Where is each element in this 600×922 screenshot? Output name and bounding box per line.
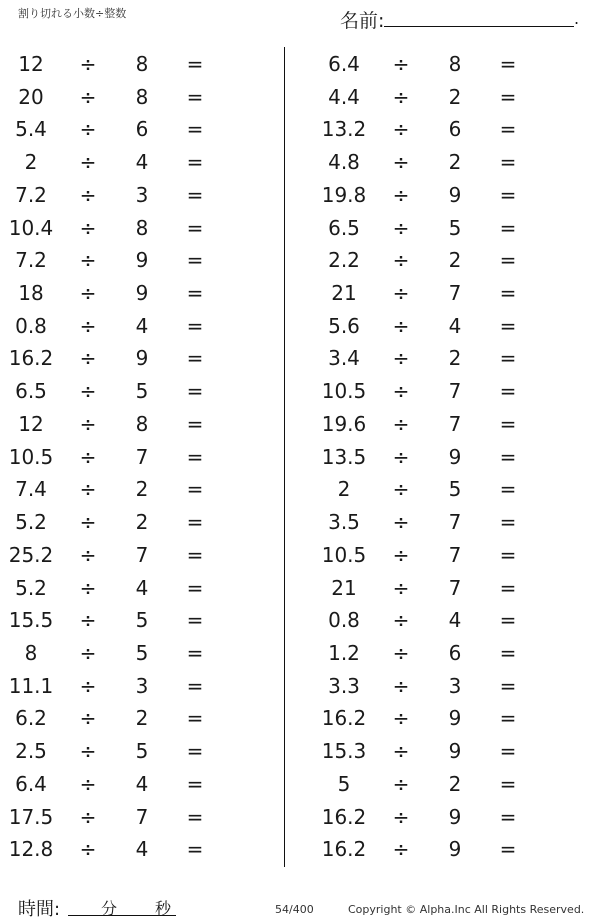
problem-row (313, 212, 573, 245)
divisor: 2 (135, 510, 149, 535)
divide-sign: ÷ (79, 52, 97, 76)
dividend: 21 (331, 281, 357, 306)
equals-sign: = (499, 673, 517, 698)
equals-sign: = (186, 150, 204, 175)
dividend: 18 (18, 281, 44, 306)
equals-sign: = (186, 673, 204, 698)
problem-row (0, 604, 260, 637)
problem-row (0, 179, 260, 212)
equals-sign: = (186, 477, 204, 502)
problem-row (0, 212, 260, 245)
dividend: 10.5 (8, 444, 54, 469)
dividend: 3.3 (328, 673, 360, 698)
problem-row (0, 768, 260, 801)
equals-sign: = (186, 313, 204, 338)
divisor: 4 (135, 837, 149, 862)
divisor: 4 (135, 313, 149, 338)
problem-row (0, 113, 260, 146)
dividend: 12.8 (8, 837, 54, 862)
divide-sign: ÷ (79, 444, 97, 469)
divisor: 9 (448, 444, 462, 469)
dividend: 15.5 (8, 608, 54, 633)
dividend: 6.5 (328, 215, 360, 240)
problem-row (0, 342, 260, 375)
divide-sign: ÷ (79, 84, 97, 109)
divide-sign: ÷ (392, 739, 410, 764)
dividend: 2 (337, 477, 351, 502)
dividend: 19.6 (321, 411, 367, 436)
divisor: 8 (135, 215, 149, 240)
dividend: 0.8 (15, 313, 47, 338)
equals-sign: = (186, 281, 204, 306)
dividend: 8 (24, 640, 38, 665)
divisor: 2 (448, 346, 462, 371)
divisor: 8 (135, 411, 149, 436)
divisor: 5 (135, 739, 149, 764)
column-divider (284, 47, 285, 867)
equals-sign: = (499, 84, 517, 109)
equals-sign: = (499, 411, 517, 436)
dividend: 12 (18, 411, 44, 436)
equals-sign: = (499, 739, 517, 764)
problem-row (313, 310, 573, 343)
divide-sign: ÷ (392, 673, 410, 698)
divisor: 4 (448, 313, 462, 338)
divide-sign: ÷ (392, 510, 410, 535)
problem-row (0, 572, 260, 605)
divide-sign: ÷ (392, 444, 410, 469)
equals-sign: = (186, 542, 204, 567)
divide-sign: ÷ (79, 313, 97, 338)
dividend: 19.8 (321, 182, 367, 207)
problem-row (313, 244, 573, 277)
divisor: 7 (448, 542, 462, 567)
divide-sign: ÷ (79, 804, 97, 829)
divisor: 9 (448, 706, 462, 731)
equals-sign: = (499, 248, 517, 273)
divide-sign: ÷ (79, 673, 97, 698)
dividend: 16.2 (321, 837, 367, 862)
name-field-line (384, 26, 574, 27)
equals-sign: = (186, 346, 204, 371)
problem-row (0, 277, 260, 310)
problem-row (313, 702, 573, 735)
divide-sign: ÷ (392, 281, 410, 306)
divisor: 2 (448, 771, 462, 796)
divisor: 9 (135, 281, 149, 306)
problem-row (0, 801, 260, 834)
problem-row (313, 179, 573, 212)
divide-sign: ÷ (392, 379, 410, 404)
dividend: 2.2 (328, 248, 360, 273)
problem-row (0, 146, 260, 179)
divisor: 5 (135, 640, 149, 665)
divisor: 9 (448, 804, 462, 829)
problem-row (0, 408, 260, 441)
divide-sign: ÷ (79, 706, 97, 731)
divisor: 2 (448, 248, 462, 273)
divisor: 9 (448, 182, 462, 207)
divisor: 4 (135, 771, 149, 796)
divide-sign: ÷ (392, 346, 410, 371)
divide-sign: ÷ (392, 84, 410, 109)
divisor: 9 (448, 837, 462, 862)
equals-sign: = (186, 510, 204, 535)
equals-sign: = (499, 313, 517, 338)
equals-sign: = (186, 608, 204, 633)
copyright-notice: Copyright © Alpha.Inc All Rights Reserved. (348, 903, 585, 916)
dividend: 21 (331, 575, 357, 600)
dividend: 16.2 (321, 706, 367, 731)
problem-row (0, 48, 260, 81)
divisor: 5 (448, 477, 462, 502)
divisor: 3 (135, 182, 149, 207)
divisor: 4 (135, 150, 149, 175)
dividend: 13.5 (321, 444, 367, 469)
equals-sign: = (186, 444, 204, 469)
equals-sign: = (186, 575, 204, 600)
divisor: 5 (135, 608, 149, 633)
dividend: 6.2 (15, 706, 47, 731)
equals-sign: = (499, 837, 517, 862)
problem-row (313, 506, 573, 539)
divisor: 6 (448, 640, 462, 665)
divisor: 5 (135, 379, 149, 404)
problem-row (0, 702, 260, 735)
equals-sign: = (186, 182, 204, 207)
divide-sign: ÷ (392, 411, 410, 436)
divide-sign: ÷ (79, 150, 97, 175)
equals-sign: = (499, 150, 517, 175)
problem-row (0, 81, 260, 114)
divide-sign: ÷ (79, 215, 97, 240)
divisor: 7 (135, 804, 149, 829)
divide-sign: ÷ (79, 379, 97, 404)
divisor: 9 (448, 739, 462, 764)
divisor: 8 (135, 84, 149, 109)
divide-sign: ÷ (79, 608, 97, 633)
equals-sign: = (499, 640, 517, 665)
equals-sign: = (499, 281, 517, 306)
name-label: 名前: (340, 10, 385, 32)
divisor: 3 (135, 673, 149, 698)
dividend: 1.2 (328, 640, 360, 665)
divide-sign: ÷ (79, 510, 97, 535)
equals-sign: = (186, 804, 204, 829)
divide-sign: ÷ (79, 477, 97, 502)
worksheet-title: 割り切れる小数÷整数 (18, 7, 127, 20)
divide-sign: ÷ (392, 771, 410, 796)
problem-row (313, 441, 573, 474)
dividend: 7.2 (15, 248, 47, 273)
divide-sign: ÷ (392, 150, 410, 175)
divide-sign: ÷ (79, 837, 97, 862)
dividend: 10.4 (8, 215, 54, 240)
dividend: 16.2 (321, 804, 367, 829)
equals-sign: = (499, 771, 517, 796)
equals-sign: = (186, 771, 204, 796)
problem-row (313, 768, 573, 801)
dividend: 5.6 (328, 313, 360, 338)
problem-row (313, 572, 573, 605)
problem-row (313, 801, 573, 834)
dividend: 2 (24, 150, 38, 175)
divide-sign: ÷ (392, 117, 410, 142)
equals-sign: = (499, 804, 517, 829)
divisor: 7 (448, 510, 462, 535)
equals-sign: = (499, 52, 517, 76)
problem-row (313, 735, 573, 768)
problem-row (0, 637, 260, 670)
divisor: 4 (448, 608, 462, 633)
divisor: 6 (135, 117, 149, 142)
divide-sign: ÷ (79, 542, 97, 567)
equals-sign: = (186, 411, 204, 436)
divisor: 2 (448, 150, 462, 175)
problem-row (313, 342, 573, 375)
divide-sign: ÷ (392, 248, 410, 273)
divide-sign: ÷ (79, 346, 97, 371)
divide-sign: ÷ (392, 706, 410, 731)
seconds-unit: 秒 (155, 899, 172, 918)
divide-sign: ÷ (392, 182, 410, 207)
dividend: 16.2 (8, 346, 54, 371)
dividend: 11.1 (8, 673, 54, 698)
equals-sign: = (499, 444, 517, 469)
divide-sign: ÷ (79, 117, 97, 142)
dividend: 15.3 (321, 739, 367, 764)
divide-sign: ÷ (392, 608, 410, 633)
divisor: 6 (448, 117, 462, 142)
dividend: 5.4 (15, 117, 47, 142)
equals-sign: = (499, 182, 517, 207)
dividend: 7.4 (15, 477, 47, 502)
divisor: 2 (135, 706, 149, 731)
divide-sign: ÷ (79, 575, 97, 600)
dividend: 10.5 (321, 379, 367, 404)
equals-sign: = (186, 640, 204, 665)
equals-sign: = (186, 52, 204, 76)
problem-row (313, 277, 573, 310)
problem-row (0, 735, 260, 768)
equals-sign: = (499, 379, 517, 404)
divisor: 5 (448, 215, 462, 240)
problem-row (313, 473, 573, 506)
dividend: 0.8 (328, 608, 360, 633)
divisor: 8 (448, 52, 462, 76)
equals-sign: = (499, 575, 517, 600)
problem-row (0, 244, 260, 277)
dividend: 4.8 (328, 150, 360, 175)
divide-sign: ÷ (392, 837, 410, 862)
problem-row (0, 441, 260, 474)
dividend: 12 (18, 52, 44, 76)
dividend: 10.5 (321, 542, 367, 567)
dividend: 7.2 (15, 182, 47, 207)
divide-sign: ÷ (392, 575, 410, 600)
dividend: 20 (18, 84, 44, 109)
right-problem-column (313, 48, 573, 866)
problem-row (0, 670, 260, 703)
divide-sign: ÷ (79, 182, 97, 207)
equals-sign: = (186, 117, 204, 142)
problem-row (313, 375, 573, 408)
divisor: 4 (135, 575, 149, 600)
divisor: 7 (448, 575, 462, 600)
problem-row (313, 146, 573, 179)
problem-row (313, 604, 573, 637)
equals-sign: = (499, 117, 517, 142)
equals-sign: = (186, 739, 204, 764)
divide-sign: ÷ (79, 640, 97, 665)
divide-sign: ÷ (392, 215, 410, 240)
equals-sign: = (499, 608, 517, 633)
page-number: 54/400 (275, 903, 314, 916)
time-label: 時間: (18, 899, 61, 920)
problem-row (0, 506, 260, 539)
equals-sign: = (499, 346, 517, 371)
problem-row (313, 48, 573, 81)
divide-sign: ÷ (392, 477, 410, 502)
divide-sign: ÷ (392, 52, 410, 76)
divide-sign: ÷ (79, 771, 97, 796)
equals-sign: = (499, 477, 517, 502)
dividend: 6.4 (15, 771, 47, 796)
equals-sign: = (499, 215, 517, 240)
divisor: 3 (448, 673, 462, 698)
divide-sign: ÷ (392, 640, 410, 665)
problem-row (313, 833, 573, 866)
equals-sign: = (186, 84, 204, 109)
divisor: 2 (448, 84, 462, 109)
divide-sign: ÷ (79, 739, 97, 764)
dividend: 2.5 (15, 739, 47, 764)
dividend: 3.4 (328, 346, 360, 371)
equals-sign: = (186, 379, 204, 404)
problem-row (313, 113, 573, 146)
problem-row (313, 408, 573, 441)
left-problem-column (0, 48, 260, 866)
divide-sign: ÷ (392, 804, 410, 829)
divide-sign: ÷ (79, 281, 97, 306)
divide-sign: ÷ (79, 248, 97, 273)
divisor: 8 (135, 52, 149, 76)
equals-sign: = (186, 215, 204, 240)
problem-row (313, 670, 573, 703)
minutes-unit: 分 (101, 899, 118, 918)
divisor: 7 (448, 379, 462, 404)
equals-sign: = (186, 837, 204, 862)
equals-sign: = (499, 542, 517, 567)
dividend: 3.5 (328, 510, 360, 535)
divide-sign: ÷ (392, 542, 410, 567)
dividend: 5.2 (15, 510, 47, 535)
dividend: 25.2 (8, 542, 54, 567)
problem-row (0, 539, 260, 572)
divisor: 2 (135, 477, 149, 502)
divide-sign: ÷ (79, 411, 97, 436)
problem-row (313, 81, 573, 114)
problem-row (0, 310, 260, 343)
equals-sign: = (186, 706, 204, 731)
equals-sign: = (186, 248, 204, 273)
divisor: 7 (135, 542, 149, 567)
dividend: 17.5 (8, 804, 54, 829)
problem-row (313, 637, 573, 670)
dividend: 5 (337, 771, 351, 796)
equals-sign: = (499, 510, 517, 535)
dividend: 5.2 (15, 575, 47, 600)
dividend: 6.5 (15, 379, 47, 404)
divisor: 9 (135, 346, 149, 371)
dividend: 13.2 (321, 117, 367, 142)
divisor: 7 (448, 411, 462, 436)
problem-row (0, 473, 260, 506)
divisor: 9 (135, 248, 149, 273)
problem-row (313, 539, 573, 572)
name-field-dot: . (574, 9, 580, 28)
equals-sign: = (499, 706, 517, 731)
divisor: 7 (448, 281, 462, 306)
problem-row (0, 833, 260, 866)
dividend: 4.4 (328, 84, 360, 109)
problem-row (0, 375, 260, 408)
dividend: 6.4 (328, 52, 360, 76)
divisor: 7 (135, 444, 149, 469)
divide-sign: ÷ (392, 313, 410, 338)
